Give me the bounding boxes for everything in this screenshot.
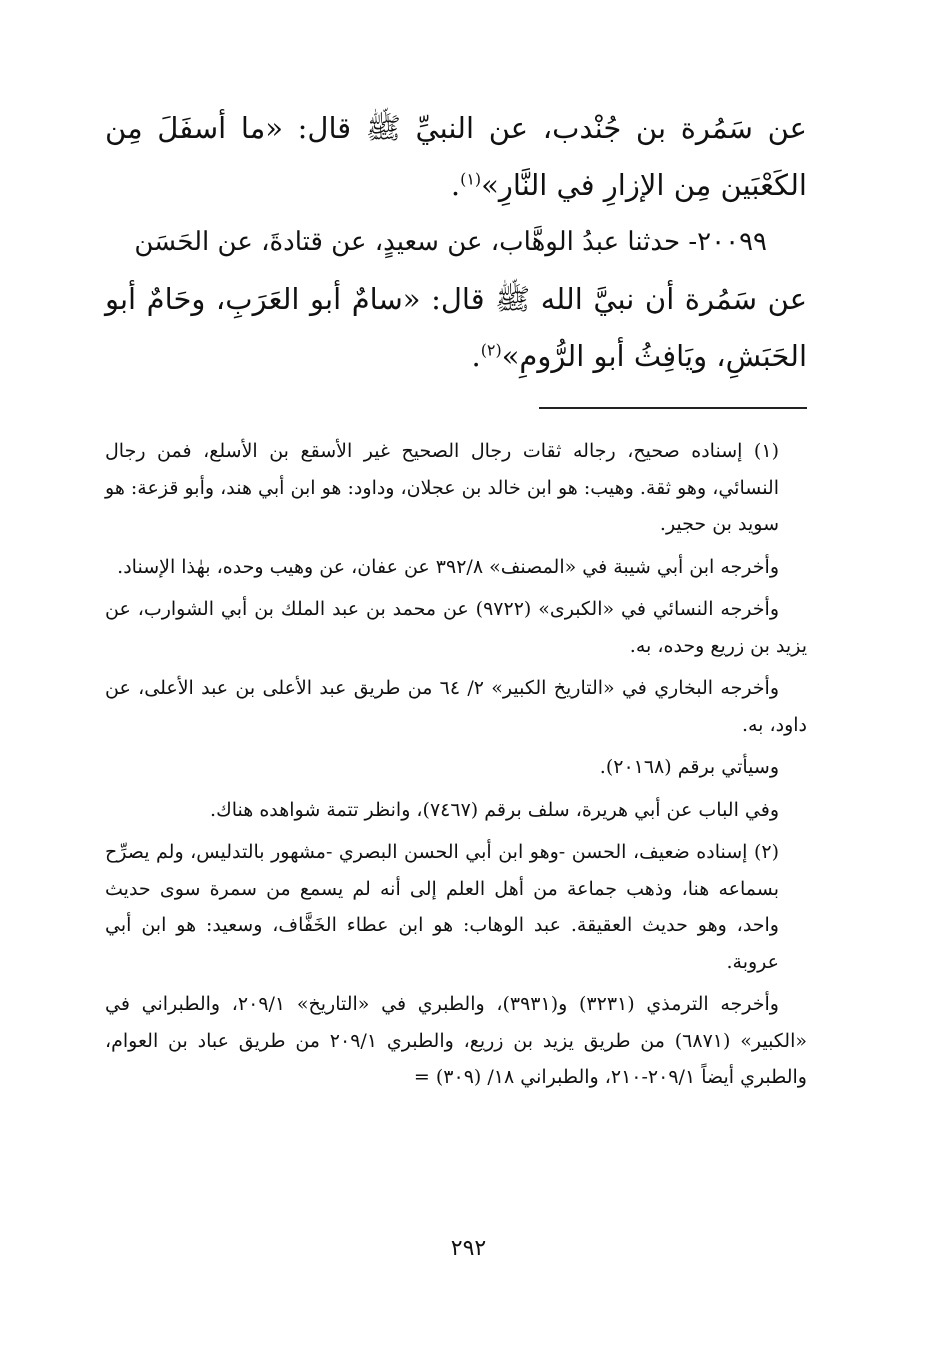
hadith-text-2-body: عن سَمُرة أن نبيَّ الله ﷺ قال: «سامٌ أبو العَرَبِ، وحَامٌ أبو الحَبَشِ، ويَافِثُ أبو الرُّومِ» [105, 282, 807, 373]
footnote-2: (٢) إسناده ضعيف، الحسن -وهو ابن أبي الحسن البصري -مشهور بالتدليس، ولم يصرِّح بسماعه هنا، وذهب جماعة من أهل العلم إلى أنه لم يسمع من سمرة سوى حديث واحد، وهو حديث العقيقة. عبد الوهاب: هو ابن عطاء الخَفَّاف، وسعيد: هو ابن أبي عروبة. [105, 841, 779, 973]
footnote-2-paragraph: وأخرجه الترمذي (٣٢٣١) و(٣٩٣١)، والطبري في «التاريخ» ٢٠٩/١، والطبراني في «الكبير» (٦٨٧١) من طريق يزيد بن زريع، والطبري ٢٠٩/١ من طريق عباد بن العوام، والطبري أيضاً ٢٠٩/١-٢١٠، والطبراني ١٨/ (٣٠٩) = [105, 993, 807, 1088]
hadith-text-1-body: عن سَمُرة بن جُنْدب، عن النبيِّ ﷺ قال: «ما أسفَلَ مِن الكَعْبَين مِن الإزارِ في النَّارِ» [105, 111, 807, 202]
footnote-1: (١) إسناده صحيح، رجاله ثقات رجال الصحيح غير الأسقع بن الأسلع، فمن رجال النسائي، وهو ثقة. وهيب: هو ابن خالد بن عجلان، وداود: هو ابن أبي هند، وأبو قزعة: هو سويد بن حجير. [105, 440, 779, 535]
footnote-1-paragraph: وأخرجه ابن أبي شيبة في «المصنف» ٣٩٢/٨ عن عفان، عن وهيب وحده، بهٰذا الإسناد. [117, 555, 779, 578]
footnote-divider [539, 407, 807, 409]
footnote-1-paragraph: وأخرجه البخاري في «التاريخ الكبير» ٢/ ٦٤ من طريق عبد الأعلى بن عبد الأعلى، عن داود، به. [105, 677, 807, 736]
hadith-chain-20099: ٢٠٠٩٩- حدثنا عبدُ الوهَّاب، عن سعيدٍ، عن قتادةَ، عن الحَسَن [134, 227, 767, 257]
page-body [105, 100, 807, 1102]
page-number: ٢٩٢ [450, 1236, 487, 1261]
footnote-ref-2: (٢) [480, 340, 502, 360]
footnote-1-paragraph: وسيأتي برقم (٢٠١٦٨). [599, 756, 779, 778]
footnote-ref-1: (١) [460, 169, 482, 189]
hadith-text-2 [105, 271, 807, 385]
footnote-1-paragraph: وفي الباب عن أبي هريرة، سلف برقم (٧٤٦٧)، وانظر تتمة شواهده هناك. [210, 798, 779, 821]
hadith-text-1 [105, 100, 807, 214]
footnotes [105, 433, 807, 1096]
hadith-text-2-end: . [471, 339, 481, 373]
hadith-text-1-end: . [450, 168, 461, 202]
main-text [105, 100, 807, 385]
footnote-1-paragraph: وأخرجه النسائي في «الكبرى» (٩٧٢٢) عن محمد بن عبد الملك بن أبي الشوارب، عن يزيد بن زريع وحده، به. [105, 598, 807, 657]
